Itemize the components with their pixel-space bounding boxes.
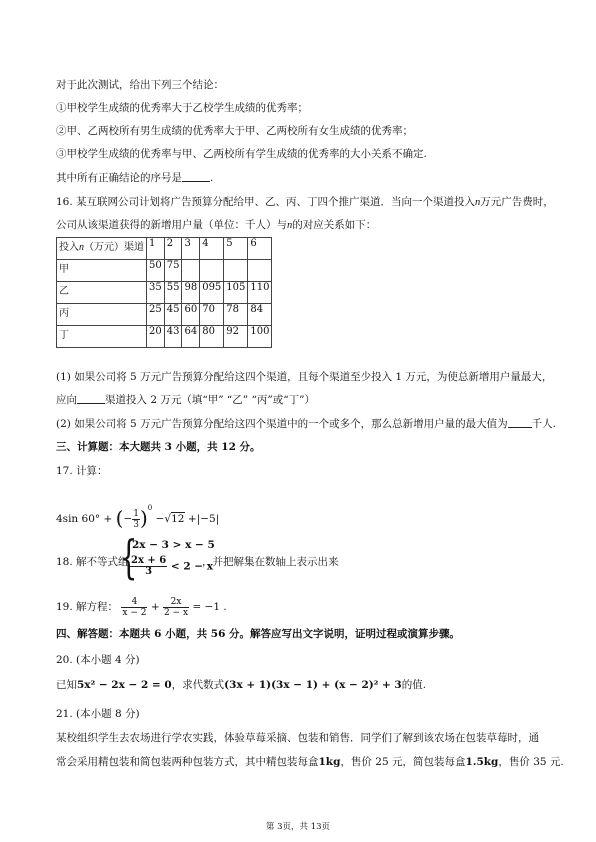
q20-label: 20. (本小题 4 分) xyxy=(56,654,140,666)
table-row-label: 甲 xyxy=(57,260,147,282)
table-cell: 45 xyxy=(164,304,182,326)
table-col-header: 5 xyxy=(224,238,248,260)
table-cell: 92 xyxy=(224,326,248,348)
q15-conclusion-2: ②甲、乙两校所有男生成绩的优秀率大于甲、乙两校所有女生成绩的优秀率； xyxy=(56,125,413,137)
q15-question xyxy=(56,171,213,185)
table-cell: 98 xyxy=(182,282,200,304)
q18-inequality-2 xyxy=(130,556,213,577)
table-cell: 43 xyxy=(164,326,182,348)
table-cell: 100 xyxy=(248,326,272,348)
q16-p2-blank xyxy=(508,417,532,428)
q18-tail: ，并把解集在数轴上表示出来 xyxy=(202,556,339,568)
q17-sqrt-sign: √ xyxy=(164,513,172,525)
q20-body xyxy=(56,678,426,692)
table-cell xyxy=(224,260,248,282)
q17-sqrt-arg: 12 xyxy=(171,513,185,525)
q18-ineq2-rest: < 2 − x xyxy=(170,560,214,573)
q21-weight-1: 1kg xyxy=(318,756,341,768)
table-cell: 70 xyxy=(200,304,224,326)
q19-label: 19. 解方程： xyxy=(56,601,119,613)
q16-p1-c: 渠道投入 2 万元（填“甲” “乙” “丙”或“丁”） xyxy=(105,394,315,406)
q15-conclusion-1: ①甲校学生成绩的优秀率大于乙校学生成绩的优秀率； xyxy=(56,102,308,114)
q16-part1-line1: (1) 如果公司将 5 万元广告预算分配给这四个渠道，且每个渠道至少投入 1 万元，为使总新增用户量最大， xyxy=(56,371,553,383)
table-row xyxy=(57,304,272,326)
q20-line-c: 的值. xyxy=(401,679,427,691)
table-col-header: 1 xyxy=(147,238,165,260)
q17-expression: 4sin 60° + (− $\frac{1}{3}$ )$^0$ −√12 +|−5| xyxy=(56,504,220,530)
q21-line2-a: 常会采用精包装和简包装两种包装方式，其中精包装每盒 xyxy=(56,756,319,768)
q15-ask-end: . xyxy=(210,172,214,184)
q16-line1-b: 万元广告费时， xyxy=(480,196,554,208)
q17-exponent: 0 xyxy=(147,504,153,512)
q16-p2-b: 千人. xyxy=(531,418,556,430)
q16-var-n: n xyxy=(475,197,481,208)
table-row-label: 乙 xyxy=(57,282,147,304)
q15-conclusion-3: ③甲校学生成绩的优秀率与甲、乙两校所有学生成绩的优秀率的大小关系不确定. xyxy=(56,148,427,160)
table-cell xyxy=(182,260,200,282)
table-cell: 55 xyxy=(164,282,182,304)
table-cell: 25 xyxy=(147,304,165,326)
table-col-header: 3 xyxy=(182,238,200,260)
table-cell: 35 xyxy=(147,282,165,304)
table-row-label: 丙 xyxy=(57,304,147,326)
table-cell: 095 xyxy=(200,282,224,304)
table-cell: 20 xyxy=(147,326,165,348)
q17-fraction: $\frac{1}{3}$ xyxy=(133,508,139,530)
q17-abs: |−5| xyxy=(196,513,220,525)
q18-inequality-1: 2x − 3 > x − 5 xyxy=(132,539,215,551)
table-cell: 84 xyxy=(248,304,272,326)
table-cell: 60 xyxy=(182,304,200,326)
table-cell: 75 xyxy=(164,260,182,282)
q20-expr: (3x + 1)(3x − 1) + (x − 2)² + 3 xyxy=(224,679,402,691)
q15-ask-text: 其中所有正确结论的序号是 xyxy=(56,172,182,184)
q17-label: 17. 计算： xyxy=(56,465,108,477)
q21-line2-b: ，售价 25 元，简包装每盒 xyxy=(340,756,466,768)
q17-open-paren: ( xyxy=(115,506,124,530)
q21-line-1: 某校组织学生去农场进行学农实践，体验草莓采摘、包装和销售．同学们了解到该农场在包装草莓时，通 xyxy=(56,732,539,744)
q16-ad-table xyxy=(56,237,272,348)
q16-line-2 xyxy=(56,218,376,233)
q18-label: 18. 解不等式组 xyxy=(56,556,129,568)
table-cell xyxy=(200,260,224,282)
q16-line2-a: 公司从该渠道获得的新增用户量（单位：千人）与 xyxy=(56,219,287,231)
table-row xyxy=(57,326,272,348)
section-4-heading: 四、解答题：本题共 6 小题，共 56 分。解答应写出文字说明，证明过程或演算步骤。 xyxy=(56,628,461,640)
table-cell: 78 xyxy=(224,304,248,326)
table-cell xyxy=(248,260,272,282)
table-cell: 105 xyxy=(224,282,248,304)
table-cell: 80 xyxy=(200,326,224,348)
q21-weight-2: 1.5kg xyxy=(465,756,499,768)
q16-part2 xyxy=(56,417,556,431)
q15-intro: 对于此次测试，给出下列三个结论： xyxy=(56,79,224,91)
table-header-row xyxy=(57,238,272,260)
table-cell: 110 xyxy=(248,282,272,304)
q17-expr-a: 4sin 60° + xyxy=(56,513,113,525)
q16-var-n-2: n xyxy=(287,220,293,231)
q16-line2-b: 的对应关系如下： xyxy=(292,219,377,231)
q16-p1-b: 应向 xyxy=(56,394,77,406)
q17-close-paren: ) xyxy=(139,506,148,530)
table-row xyxy=(57,282,272,304)
table-col-header: 6 xyxy=(248,238,272,260)
table-header-corner: 投入n（万元）渠道 xyxy=(57,238,147,260)
q20-given: 5x² − 2x − 2 = 0 xyxy=(77,679,172,691)
q17-expr-c: + xyxy=(187,513,197,525)
q19-rhs: = −1 . xyxy=(192,601,227,613)
section-3-heading: 三、计算题：本大题共 3 小题，共 12 分。 xyxy=(56,441,261,453)
q21-line-2 xyxy=(56,755,564,769)
q16-part1-line2 xyxy=(56,393,315,407)
q20-line-a: 已知 xyxy=(56,679,77,691)
q21-line2-c: ，售价 35 元. xyxy=(498,756,564,768)
q16-p1-blank xyxy=(77,393,105,404)
table-cell: 64 xyxy=(182,326,200,348)
page-footer: 第 3页，共 13页 xyxy=(265,822,331,832)
table-col-header: 4 xyxy=(200,238,224,260)
q19-fraction-2: $\frac{2x}{2 - x}$ xyxy=(163,596,189,618)
q19-fraction-1: $\frac{4}{x - 2}$ xyxy=(122,596,147,618)
q16-p2-a: (2) 如果公司将 5 万元广告预算分配给这四个渠道中的一个或多个，那么总新增用户量的最大值为 xyxy=(56,418,508,430)
q16-line1-a: 16. 某互联网公司计划将广告预算分配给甲、乙、丙、丁四个推广渠道．当向一个渠道投入 xyxy=(56,196,476,208)
table-col-header: 2 xyxy=(164,238,182,260)
q18-brace: { xyxy=(119,530,138,584)
q18-fraction: $\frac{2x + 6}{3}$ xyxy=(131,555,167,577)
q16-line-1 xyxy=(56,195,554,210)
q19-plus: + xyxy=(150,601,160,613)
table-row-label: 丁 xyxy=(57,326,147,348)
table-cell: 50 xyxy=(147,260,165,282)
q19-equation xyxy=(56,594,227,620)
q15-answer-blank xyxy=(182,171,210,182)
q20-line-b: ，求代数式 xyxy=(171,679,225,691)
q17-expr-b: − xyxy=(155,513,165,525)
q21-label: 21. (本小题 8 分) xyxy=(56,708,140,720)
table-row xyxy=(57,260,272,282)
